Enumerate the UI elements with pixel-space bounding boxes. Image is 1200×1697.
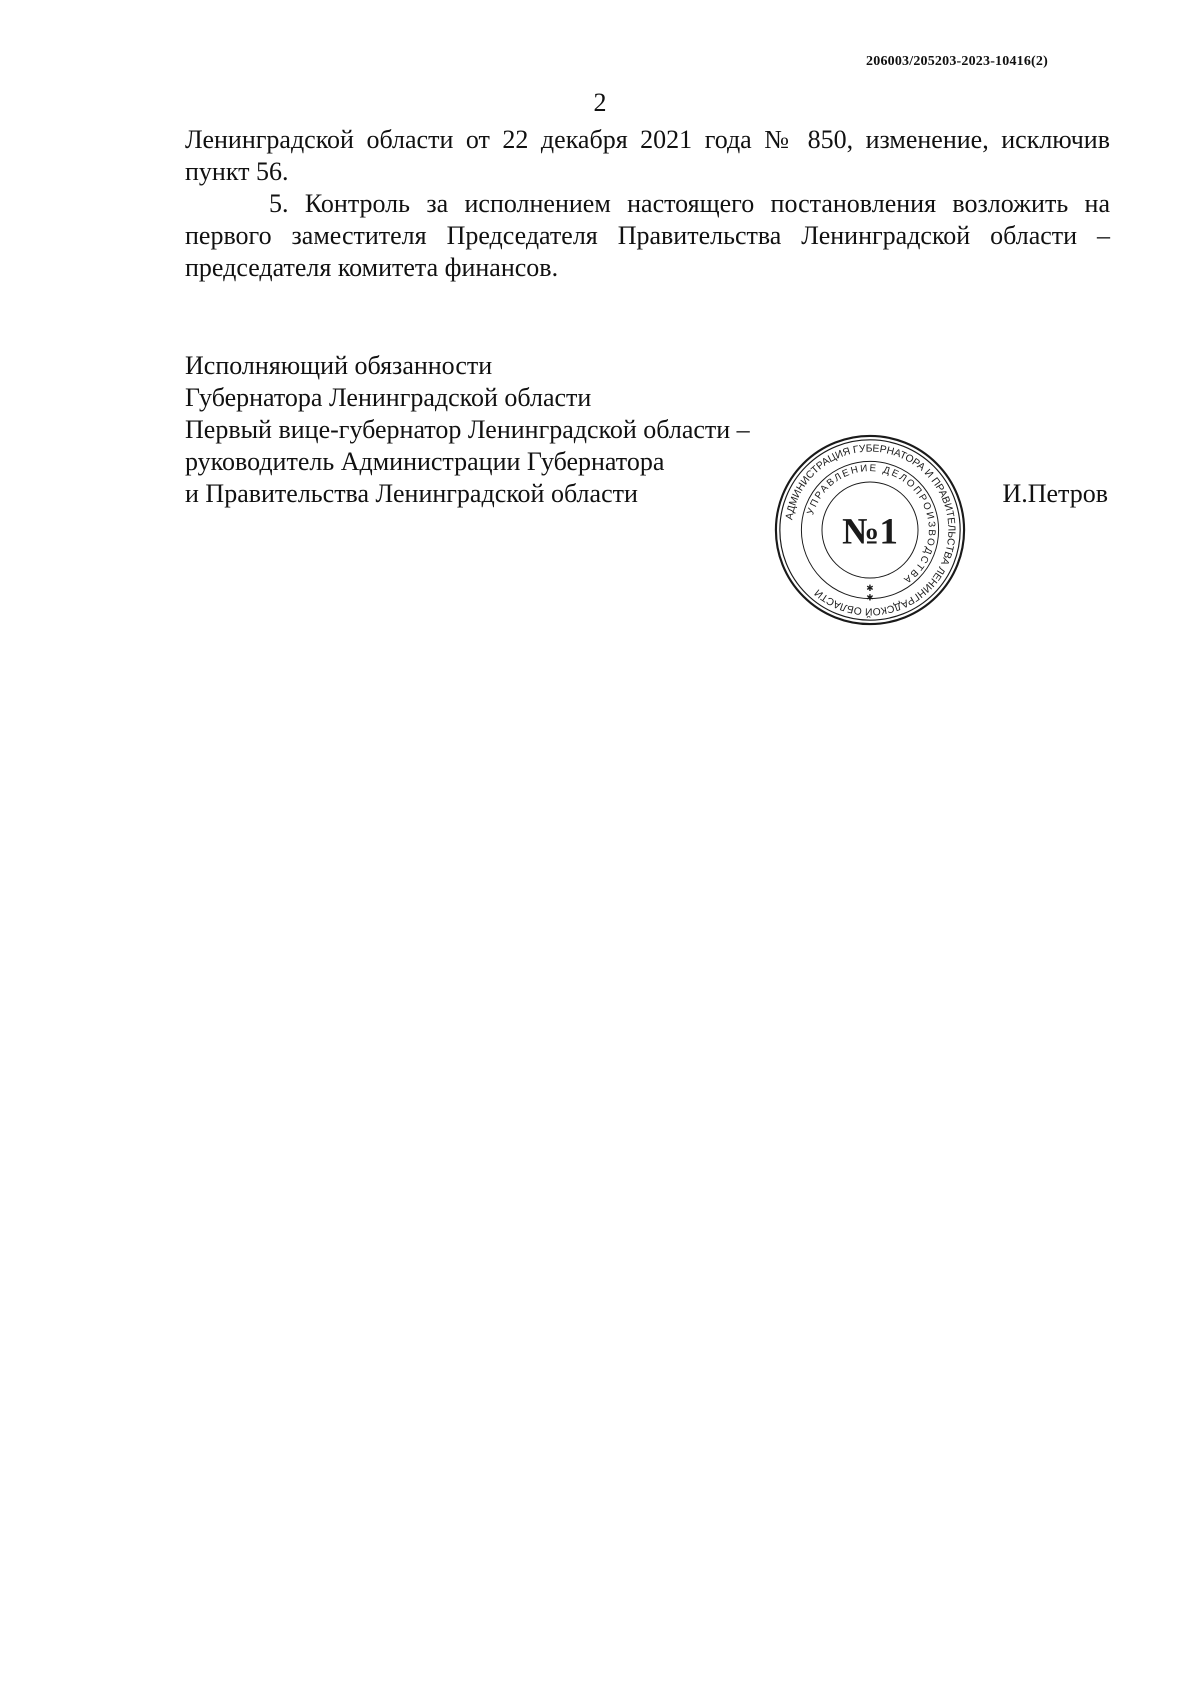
signatory-line: Первый вице-губернатор Ленинградской области – [185,415,750,444]
seal-star-icon: ✱ [866,593,874,604]
page-number: 2 [593,88,607,117]
seal-number: №1 [841,511,899,553]
signatory-title-block [185,350,750,510]
signatory-line: и Правительства Ленинградской области [185,479,638,508]
signatory-line: руководитель Администрации Губернатора [185,447,665,476]
signer-name: И.Петров [1002,479,1108,508]
document-id: 206003/205203-2023-10416(2) [866,54,1048,69]
official-seal-stamp [772,432,968,628]
signatory-line: Исполняющий обязанности [185,351,493,380]
seal-star-icon: ✱ [866,583,874,594]
seal-outer-text: АДМИНИСТРАЦИЯ ГУБЕРНАТОРА И ПРАВИТЕЛЬСТВА ЛЕНИНГРАДСКОЙ ОБЛАСТИ [784,443,957,617]
seal-inner-text: УПРАВЛЕНИЕ ДЕЛОПРОИЗВОДСТВА [805,463,937,587]
document-body [185,124,1110,284]
paragraph-control: 5. Контроль за исполнением настоящего постановления возложить на первого заместителя Председателя Правительства Ленинградской области – председателя комитета финансов. [185,189,1110,282]
signatory-line: Губернатора Ленинградской области [185,383,592,412]
paragraph-continuation: Ленинградской области от 22 декабря 2021 года № 850, изменение, исключив пункт 56. [185,125,1110,186]
